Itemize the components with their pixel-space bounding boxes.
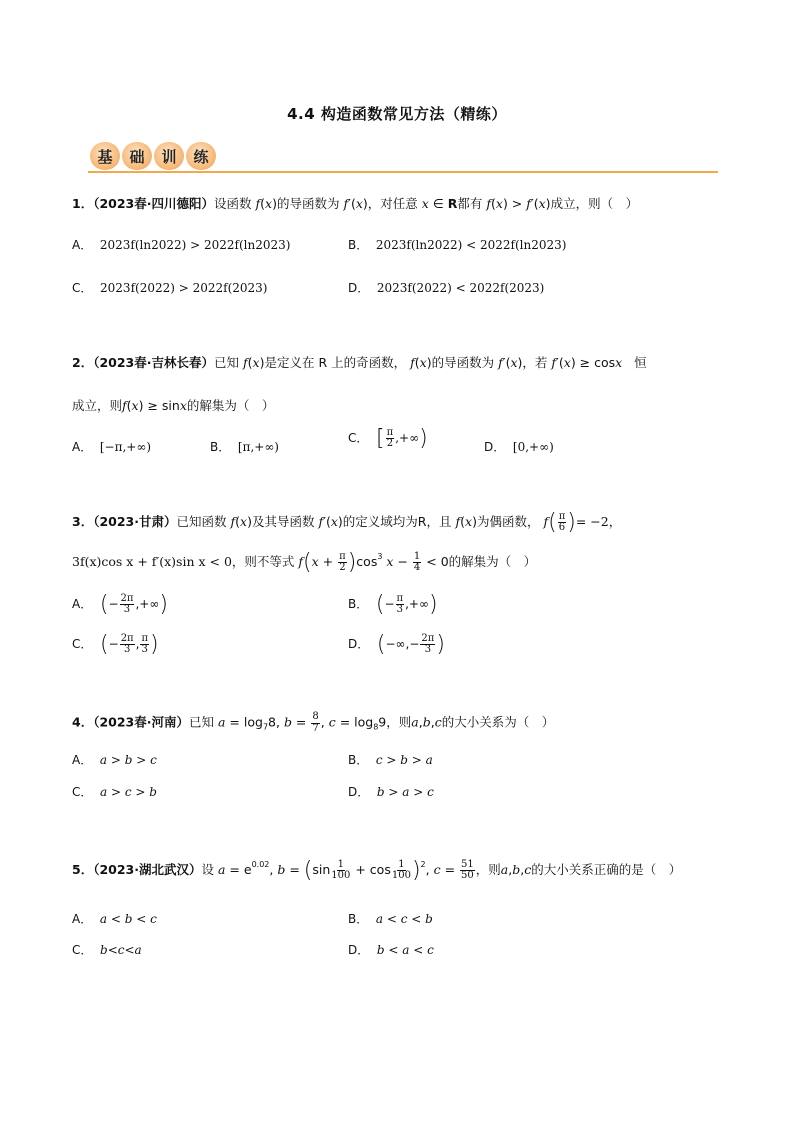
- question-3: 3．（2023·甘肃）已知函数 f(x)及其导函数 f′(x)的定义域均为R，且 f(x)为偶函数， f( $\frac{\pi}{6}$ )= −2，: [72, 510, 622, 535]
- question-3-cont: 3f(x)cos x + f′(x)sin x < 0，则不等式 f(x + $\frac{\pi}{2}$ )$\cos^3$ x − $\frac{1}{4}$ < 0的解集为（ ）: [72, 550, 537, 575]
- option-5b[interactable]: B． a < c < b: [348, 912, 433, 926]
- option-2d[interactable]: D． [0,+∞): [484, 440, 554, 454]
- option-3b[interactable]: B． (− $\frac{\pi}{3}$ ,+∞): [348, 592, 438, 617]
- option-1a[interactable]: A． 2023f(ln2022) > 2022f(ln2023): [72, 238, 291, 252]
- option-4d[interactable]: D． b > a > c: [348, 785, 434, 799]
- option-5c[interactable]: C． b<c<a: [72, 943, 142, 957]
- option-3a[interactable]: A． (− $\frac{2\pi}{3}$ ,+∞): [72, 592, 168, 617]
- question-1: 1．（2023春·四川德阳）设函数 f(x)的导函数为 f′(x)，对任意 x ∈ R都有 f(x) > f′(x)成立，则（ ）: [72, 196, 639, 211]
- option-5a[interactable]: A． a < b < c: [72, 912, 157, 926]
- section-char: 础: [122, 142, 152, 170]
- option-2a[interactable]: A． [−π,+∞): [72, 440, 152, 454]
- question-2-cont: 成立，则f(x) ≥ sinx的解集为（ ）: [72, 398, 275, 413]
- option-4c[interactable]: C． a > c > b: [72, 785, 157, 799]
- option-4b[interactable]: B． c > b > a: [348, 753, 433, 767]
- option-5d[interactable]: D． b < a < c: [348, 943, 434, 957]
- option-3d[interactable]: D． (−∞,− $\frac{2\pi}{3}$ ): [348, 632, 445, 657]
- option-1d[interactable]: D． 2023f(2022) < 2022f(2023): [348, 281, 545, 295]
- option-4a[interactable]: A． a > b > c: [72, 753, 157, 767]
- section-char: 基: [90, 142, 120, 170]
- page-title: 4.4 构造函数常见方法（精练）: [287, 105, 507, 123]
- section-char: 练: [186, 142, 216, 170]
- option-2b[interactable]: B． [π,+∞): [210, 440, 279, 454]
- option-1b[interactable]: B． 2023f(ln2022) < 2022f(ln2023): [348, 238, 567, 252]
- option-1c[interactable]: C． 2023f(2022) > 2022f(2023): [72, 281, 268, 295]
- section-char: 训: [154, 142, 184, 170]
- question-4: 4．（2023春·河南）已知 $a = \log_78$, b = $\frac{8}{7}$ , $c = \log_89$，则a,b,c的大小关系为（ ）: [72, 711, 555, 734]
- section-divider: [88, 171, 718, 173]
- question-5: 5．（2023·湖北武汉）设 $a = e^{0.02}$, b = (sin $\frac{1}{100}$ + cos $\frac{1}{100}$ )$^2$, c = $\frac{51}{50}$ ，则a,b,c的大小关系正确的是（ ）: [72, 858, 682, 883]
- section-header-basic-training: [90, 142, 216, 170]
- option-3c[interactable]: C． (− $\frac{2\pi}{3}$ , $\frac{\pi}{3}$ ): [72, 632, 159, 657]
- option-2c[interactable]: C． [ $\frac{\pi}{2}$ ,+∞): [348, 426, 428, 451]
- question-2: 2．（2023春·吉林长春）已知 f(x)是定义在 R 上的奇函数， f(x)的导函数为 f′(x)，若 f′(x) ≥ cosx 恒: [72, 355, 647, 370]
